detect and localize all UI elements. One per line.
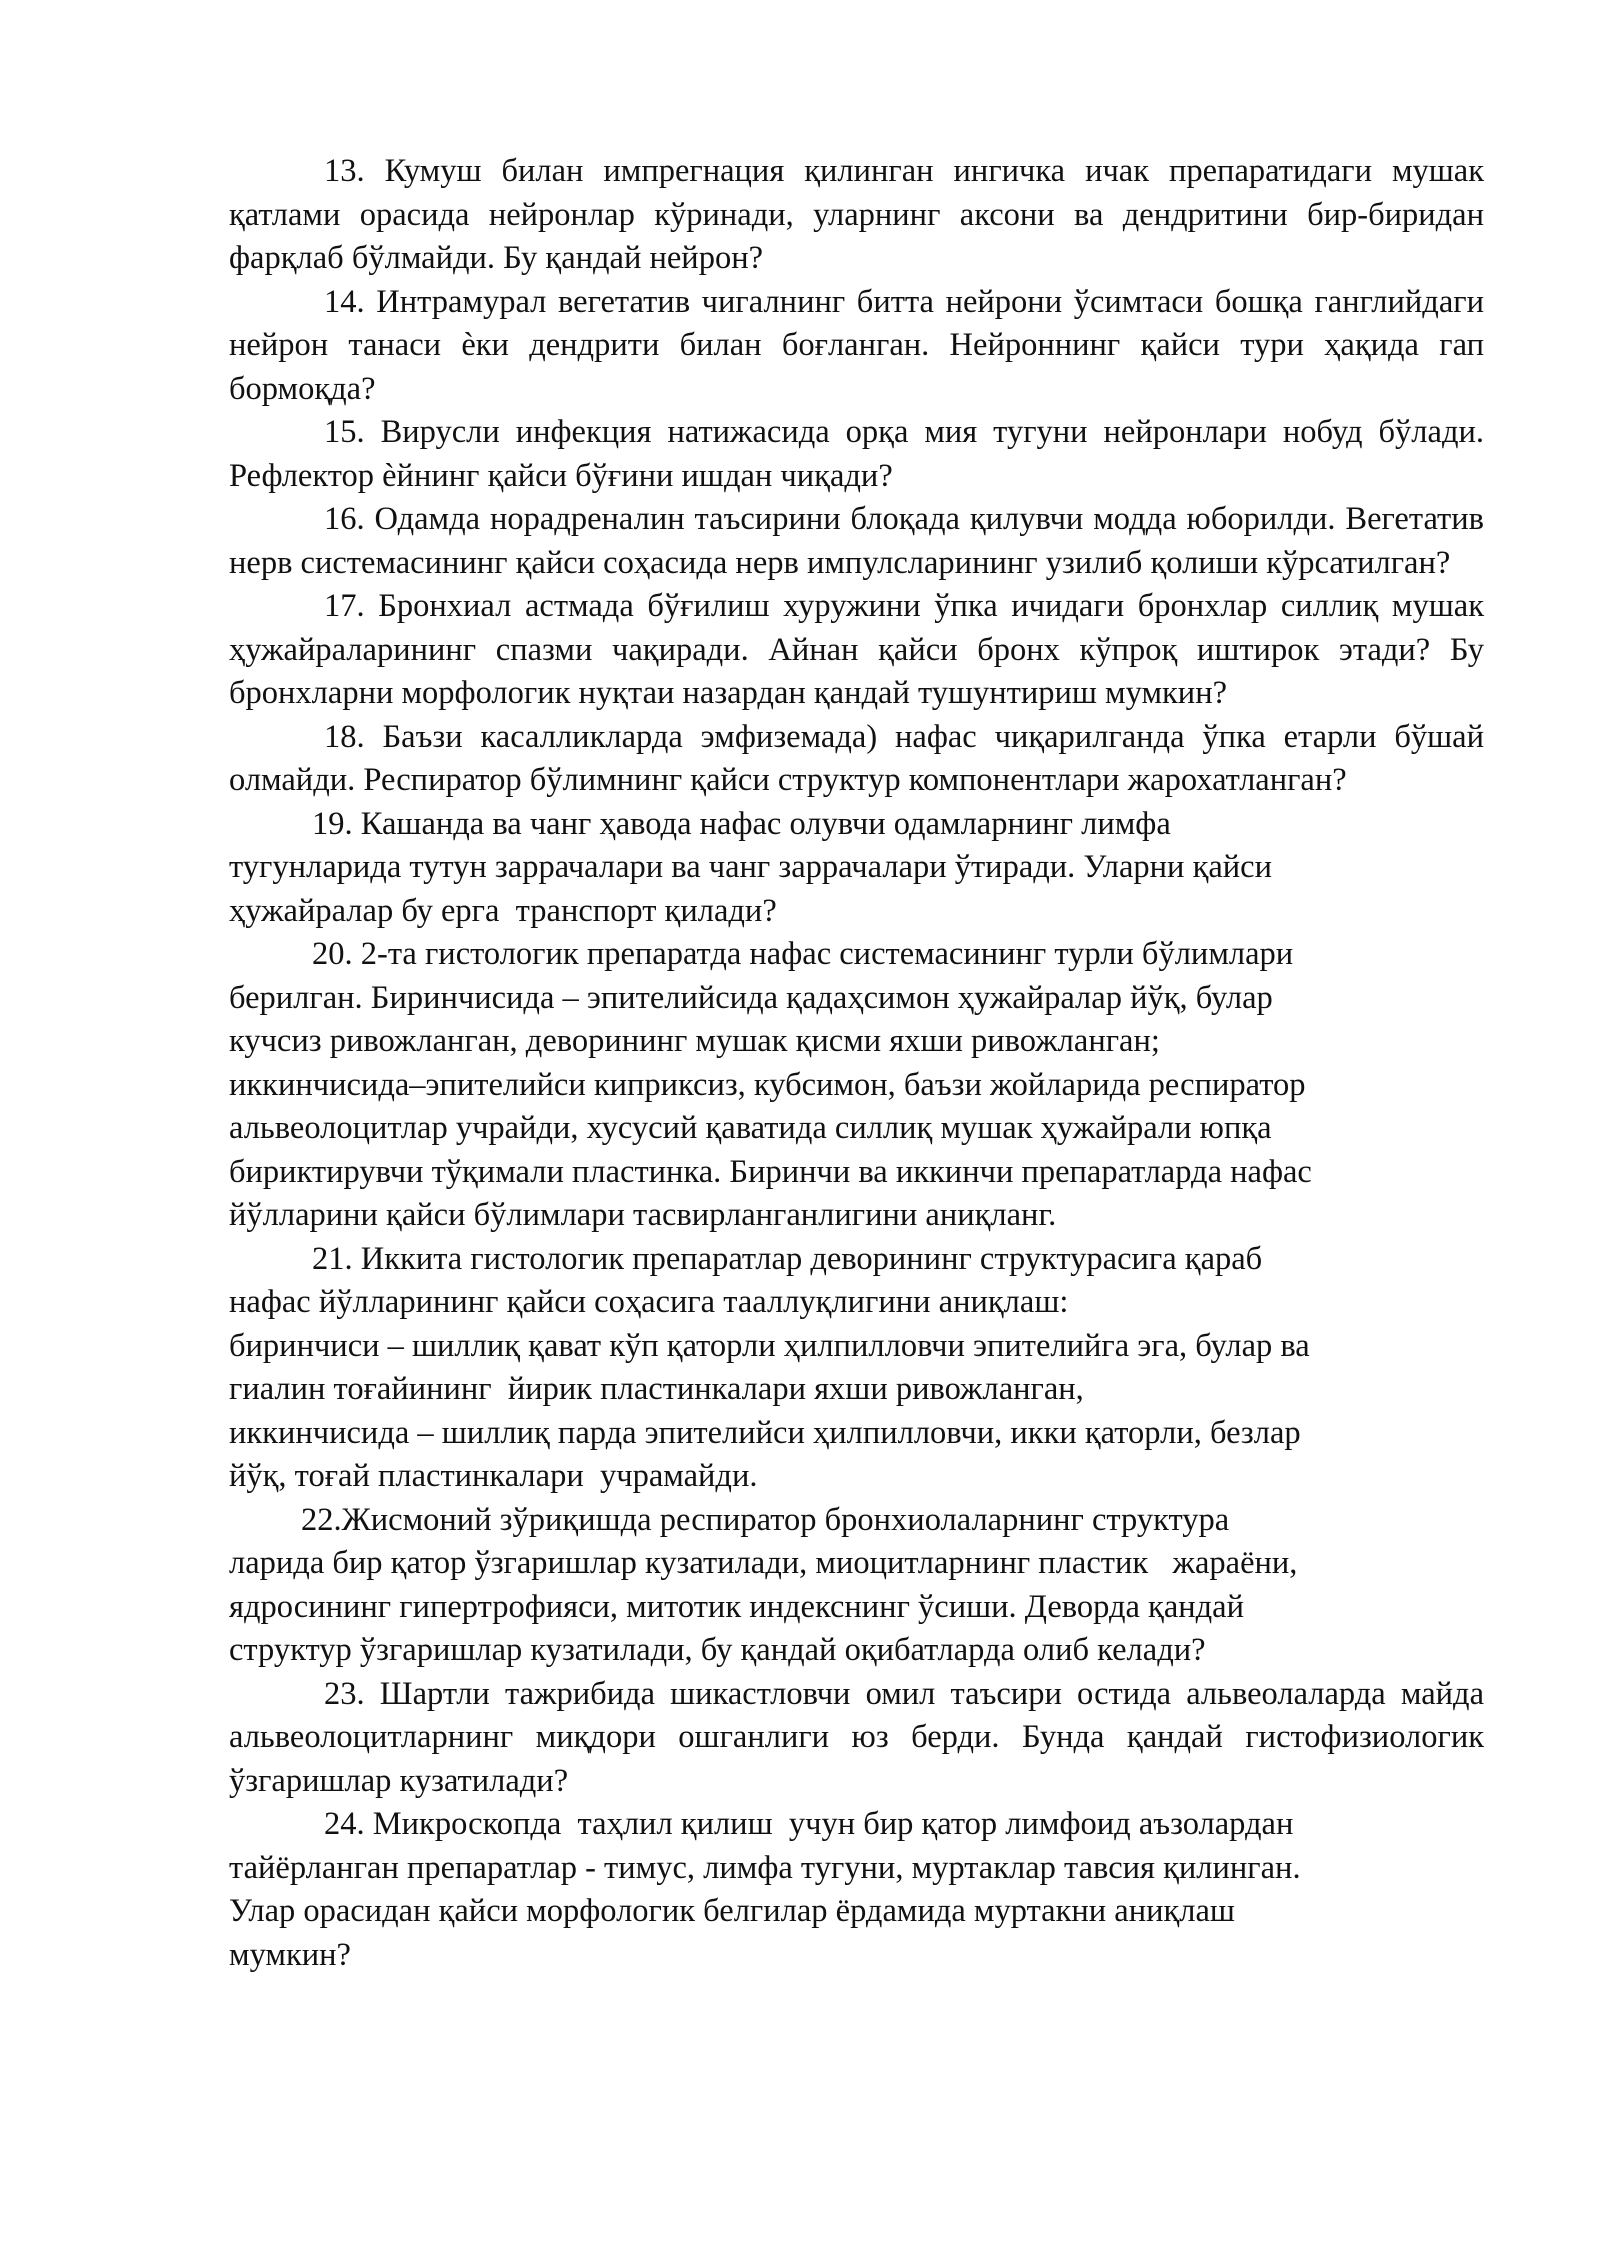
question-20-line: альвеолоцитлар учрайди, хусусий қаватида силлиқ мушак ҳужайрали юпқа — [229, 1110, 1272, 1146]
question-21-line: нафас йўлларининг қайси соҳасига тааллуқлигини аниқлаш: — [229, 1284, 1069, 1320]
question-21 — [229, 1238, 1484, 1499]
question-20-line: иккинчисида–эпителийси киприксиз, кубсимон, баъзи жойларида респиратор — [229, 1066, 1306, 1103]
question-20 — [229, 933, 1484, 1238]
question-22-line: ларида бир қатор ўзгаришлар кузатилади, миоцитларнинг пластик жараёни, — [229, 1545, 1298, 1581]
question-22-line: 22.Жисмоний зўриқишда респиратор бронхиолаларнинг структура — [301, 1501, 1230, 1538]
question-19-line: 19. Кашанда ва чанг ҳавода нафас олувчи одамларнинг лимфа — [312, 805, 1171, 842]
question-20-line: йўлларини қайси бўлимлари тасвирланганлигини аниқланг. — [229, 1197, 1057, 1233]
question-18: 18. Баъзи касалликларда эмфиземада) нафас чиқарилганда ўпка етарли бўшай олмайди. Респиратор бўлимнинг қайси структур компонентлари жарохатланган? — [229, 718, 1484, 798]
question-24 — [229, 1803, 1484, 1977]
question-22-line: ядросининг гипертрофияси, митотик индекснинг ўсиши. Деворда қандай — [229, 1588, 1244, 1625]
question-20-line: бириктирувчи тўқимали пластинка. Биринчи ва иккинчи препаратларда нафас — [229, 1153, 1312, 1190]
question-13: 13. Кумуш билан импрегнация қилинган ингичка ичак препаратидаги мушак қатлами орасида нейронлар кўринади, уларнинг аксони ва дендритини бир-биридан фарқлаб бўлмайди. Бу қандай нейрон? — [229, 153, 1484, 276]
question-24-line: тайёрланган препаратлар - тимус, лимфа тугуни, муртаклар тавсия қилинган. — [229, 1849, 1301, 1886]
question-23: 23. Шартли тажрибида шикастловчи омил таъсири остида альвеолаларда майда альвеолоцитларнинг миқдори ошганлиги юз берди. Бунда қандай гистофизиологик ўзгаришлар кузатилади? — [229, 1675, 1484, 1799]
question-24-line: 24. Микроскопда таҳлил қилиш учун бир қатор лимфоид аъзолардан — [324, 1806, 1294, 1842]
question-22-line: структур ўзгаришлар кузатилади, бу қандай оқибатларда олиб келади? — [229, 1632, 1206, 1668]
question-19-line: ҳужайралар бу ерга транспорт қилади? — [229, 892, 777, 929]
question-17: 17. Бронхиал астмада бўғилиш хуружини ўпка ичидаги бронхлар силлиқ мушак ҳужайраларининг спазми чақиради. Айнан қайси бронх кўпроқ иштирок этади? Бу бронхларни морфологик нуқтаи назардан қандай тушунтириш мумкин? — [229, 588, 1484, 711]
question-21-line: 21. Иккита гистологик препаратлар деворининг структурасига қараб — [312, 1240, 1263, 1277]
question-24-line: мумкин? — [229, 1936, 351, 1973]
question-20-line: кучсиз ривожланган, деворининг мушак қисми яхши ривожланган; — [229, 1023, 1160, 1059]
question-21-line: иккинчисида – шиллиқ парда эпителийси ҳилпилловчи, икки қаторли, безлар — [229, 1414, 1301, 1451]
question-19-line: тугунларида тутун заррачалари ва чанг заррачалари ўтиради. Уларни қайси — [229, 849, 1272, 885]
question-20-line: берилган. Биринчисида – эпителийсида қадаҳсимон ҳужайралар йўқ, булар — [229, 979, 1273, 1016]
question-21-line: йўқ, тоғай пластинкалари учрамайди. — [229, 1458, 758, 1494]
question-16: 16. Одамда норадреналин таъсирини блоқада қилувчи модда юборилди. Вегетатив нерв системасининг қайси соҳасида нерв импулсларининг узилиб қолиши кўрсатилган? — [229, 501, 1484, 581]
question-24-line: Улар орасидан қайси морфологик белгилар ёрдамида муртакни аниқлаш — [229, 1893, 1235, 1929]
question-19 — [229, 803, 1484, 934]
question-20-line: 20. 2-та гистологик препаратда нафас системасининг турли бўлимлари — [312, 936, 1294, 972]
question-21-line: гиалин тоғайининг йирик пластинкалари яхши ривожланган, — [229, 1371, 1084, 1407]
question-14: 14. Интрамурал вегетатив чигалнинг битта нейрони ўсимтаси бошқа ганглийдаги нейрон танаси ѐки дендрити билан боғланган. Нейроннинг қайси тури ҳақида гап бормоқда? — [229, 283, 1484, 407]
question-21-line: биринчиси – шиллиқ қават кўп қаторли ҳилпилловчи эпителийга эга, булар ва — [229, 1327, 1310, 1364]
document-body — [229, 150, 1484, 1977]
question-22 — [229, 1499, 1484, 1673]
question-15: 15. Вирусли инфекция натижасида орқа мия тугуни нейронлари нобуд бўлади. Рефлектор ѐйнинг қайси бўғини ишдан чиқади? — [229, 414, 1484, 494]
